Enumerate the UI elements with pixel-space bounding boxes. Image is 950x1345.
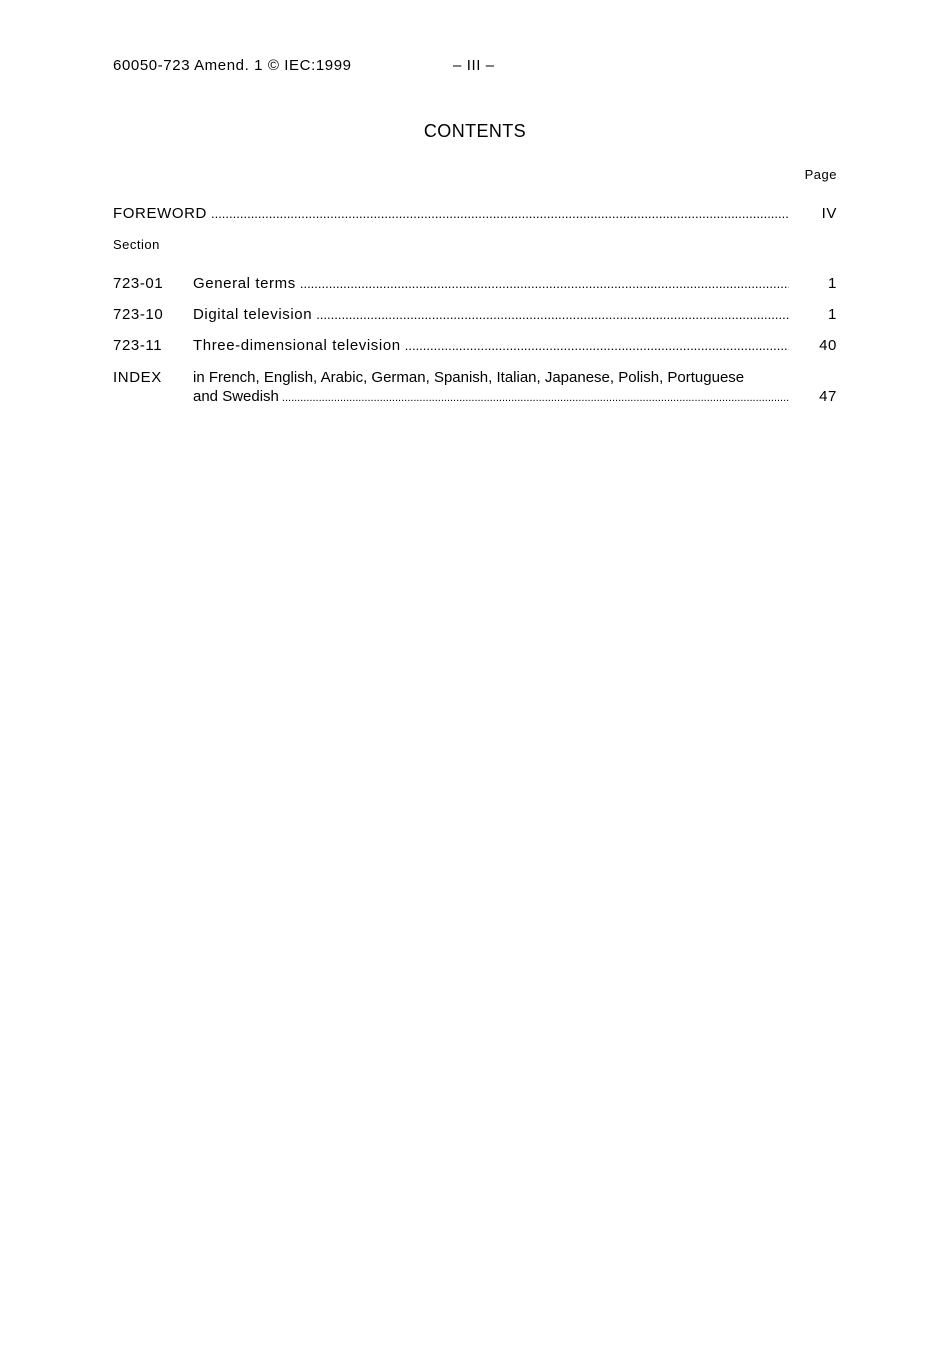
toc-entry-foreword[interactable] — [113, 205, 837, 222]
toc-entry-number: 723-01 — [113, 275, 164, 292]
dot-leader — [405, 338, 789, 353]
toc-entry-number: INDEX — [113, 369, 162, 386]
toc-entry-page: 47 — [819, 388, 837, 405]
toc-entry-page: 40 — [819, 337, 837, 354]
dot-leader — [211, 206, 789, 221]
toc-entry-page: 1 — [828, 275, 837, 292]
toc-entry-label-line2: and Swedish — [193, 388, 279, 405]
document-reference: 60050-723 Amend. 1 © IEC:1999 — [113, 57, 352, 74]
toc-entry-number: 723-10 — [113, 306, 164, 323]
toc-entry-page: 1 — [828, 306, 837, 323]
page-number: – III – — [453, 57, 495, 74]
toc-entry-label: General terms — [193, 275, 296, 292]
page-column-label: Page — [804, 167, 837, 182]
dot-leader — [316, 307, 789, 322]
toc-entry-label-line1: in French, English, Arabic, German, Spanish, Italian, Japanese, Polish, Portuguese — [193, 369, 745, 386]
toc-entry-label: Digital television — [193, 306, 313, 323]
toc-entry-723-11[interactable] — [113, 337, 837, 354]
contents-title: CONTENTS — [423, 121, 527, 141]
toc-entry-723-01[interactable] — [113, 275, 837, 292]
toc-entry-label: FOREWORD — [113, 205, 207, 222]
dot-leader — [300, 276, 789, 291]
toc-entry-723-10[interactable] — [113, 306, 837, 323]
dot-leader — [282, 392, 789, 404]
toc-entry-label: Three-dimensional television — [193, 337, 401, 354]
toc-entry-page: IV — [821, 205, 837, 222]
section-column-label: Section — [113, 237, 160, 252]
toc-entry-number: 723-11 — [113, 337, 163, 354]
